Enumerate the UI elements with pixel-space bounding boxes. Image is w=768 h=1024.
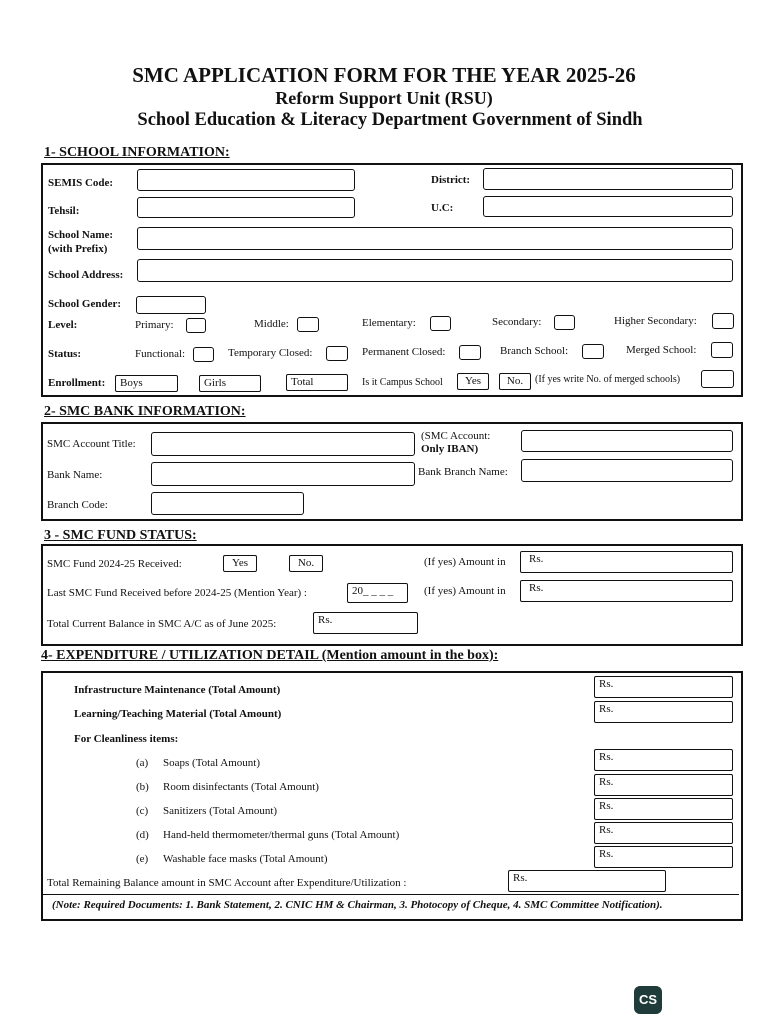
year-placeholder: 20_ _ _ _ [352,585,394,597]
campus-yes-label: Yes [464,375,481,387]
if-yes-amount-label-2: (If yes) Amount in [424,585,506,597]
status-branch-label: Branch School: [500,345,569,357]
last-fund-year-input[interactable] [347,583,408,603]
semis-code-label: SEMIS Code: [48,177,114,189]
rs-label: Rs. [599,776,614,788]
iban-input[interactable] [521,430,733,452]
room-disinfectants-amount-input[interactable] [594,774,733,796]
sanitizers-label: Sanitizers (Total Amount) [163,805,278,817]
boys-input[interactable] [115,375,178,392]
remaining-balance-label: Total Remaining Balance amount in SMC Account after Expenditure/Utilization : [47,877,407,889]
level-elementary-checkbox[interactable] [430,316,451,331]
tehsil-label: Tehsil: [48,205,80,217]
level-label: Level: [48,319,78,331]
uc-label: U.C: [431,202,454,214]
campus-no-label: No. [506,375,524,387]
girls-label: Girls [204,377,226,389]
rs-label: Rs. [599,678,614,690]
rs-label: Rs. [599,703,614,715]
with-prefix-label: (with Prefix) [48,243,108,255]
branch-code-label: Branch Code: [47,499,108,511]
status-functional-label: Functional: [135,348,186,360]
level-middle-checkbox[interactable] [297,317,319,332]
form-title: SMC APPLICATION FORM FOR THE YEAR 2025-26 [132,63,636,87]
merged-schools-note: (If yes write No. of merged schools) [535,374,681,385]
district-input[interactable] [483,168,733,190]
thermometer-amount-input[interactable] [594,822,733,844]
face-masks-amount-input[interactable] [594,846,733,868]
only-iban-label: Only IBAN) [421,443,479,455]
if-yes-amount-label-1: (If yes) Amount in [424,556,506,568]
section-4-heading: 4- EXPENDITURE / UTILIZATION DETAIL (Mention amount in the box): [41,648,499,663]
fund-no-label: No. [297,557,315,569]
school-name-input[interactable] [137,227,733,250]
rs-label: Rs. [513,872,528,884]
item-letter: (d) [136,829,149,841]
item-letter: (c) [136,805,149,817]
district-label: District: [431,174,471,186]
girls-input[interactable] [199,375,261,392]
section-2-heading: 2- SMC BANK INFORMATION: [44,404,246,419]
account-title-input[interactable] [151,432,415,456]
level-higher-secondary-checkbox[interactable] [712,313,734,329]
status-temp-closed-checkbox[interactable] [326,346,348,361]
campus-school-question: Is it Campus School [362,377,443,388]
school-address-label: School Address: [48,269,124,281]
item-letter: (a) [136,757,149,769]
school-gender-input[interactable] [136,296,206,314]
room-disinfectants-label: Room disinfectants (Total Amount) [163,781,319,793]
soaps-amount-input[interactable] [594,749,733,771]
form-subtitle: Reform Support Unit (RSU) [275,88,493,108]
fund-amount-input-2[interactable] [520,580,733,602]
fund-received-label: SMC Fund 2024-25 Received: [47,558,182,570]
merged-schools-count-input[interactable] [701,370,734,388]
level-higher-secondary-label: Higher Secondary: [614,315,697,327]
level-elementary-label: Elementary: [362,317,416,329]
boys-label: Boys [120,377,143,389]
school-name-label: School Name: [48,229,114,241]
status-branch-checkbox[interactable] [582,344,604,359]
status-merged-label: Merged School: [626,344,697,356]
camscanner-logo: CS [634,986,662,1014]
infrastructure-amount-input[interactable] [594,676,733,698]
status-perm-closed-checkbox[interactable] [459,345,481,360]
sanitizers-amount-input[interactable] [594,798,733,820]
section-3-heading: 3 - SMC FUND STATUS: [44,528,197,543]
learning-material-amount-input[interactable] [594,701,733,723]
status-merged-checkbox[interactable] [711,342,733,358]
required-documents-note: (Note: Required Documents: 1. Bank Statement, 2. CNIC HM & Chairman, 3. Photocopy of Cheque, 4. SMC Committee Notification). [52,899,663,911]
tehsil-input[interactable] [137,197,355,218]
rs-label: Rs. [529,582,544,594]
total-input[interactable] [286,374,348,391]
rs-label: Rs. [599,824,614,836]
level-secondary-label: Secondary: [492,316,542,328]
rs-label: Rs. [318,614,333,626]
enrollment-label: Enrollment: [48,377,106,389]
level-primary-checkbox[interactable] [186,318,206,333]
item-letter: (e) [136,853,149,865]
item-letter: (b) [136,781,149,793]
department-name: School Education & Literacy Department Government of Sindh [137,110,643,130]
rs-label: Rs. [599,751,614,763]
status-perm-closed-label: Permanent Closed: [362,346,446,358]
fund-received-yes[interactable] [223,555,257,572]
status-label: Status: [48,348,82,360]
branch-name-label: Bank Branch Name: [418,466,508,478]
level-primary-label: Primary: [135,319,174,331]
status-temp-closed-label: Temporary Closed: [228,347,313,359]
learning-material-label: Learning/Teaching Material (Total Amount) [74,708,282,720]
school-address-input[interactable] [137,259,733,282]
remaining-balance-input[interactable] [508,870,666,892]
last-fund-label: Last SMC Fund Received before 2024-25 (Mention Year) : [47,587,307,599]
campus-no-checkbox[interactable] [499,373,531,390]
campus-yes-checkbox[interactable] [457,373,489,390]
face-masks-label: Washable face masks (Total Amount) [163,853,328,865]
account-title-label: SMC Account Title: [47,438,136,450]
current-balance-label: Total Current Balance in SMC A/C as of June 2025: [47,618,277,630]
cleanliness-label: For Cleanliness items: [74,733,179,745]
level-middle-label: Middle: [254,318,289,330]
total-label: Total [291,376,314,388]
section-1-heading: 1- SCHOOL INFORMATION: [44,145,230,160]
thermometer-label: Hand-held thermometer/thermal guns (Total Amount) [163,829,400,841]
bank-name-label: Bank Name: [47,469,103,481]
fund-yes-label: Yes [231,557,248,569]
rs-label: Rs. [599,848,614,860]
infrastructure-label: Infrastructure Maintenance (Total Amount) [74,684,281,696]
uc-input[interactable] [483,196,733,217]
soaps-label: Soaps (Total Amount) [163,757,261,769]
rs-label: Rs. [529,553,544,565]
branch-name-input[interactable] [521,459,733,482]
current-balance-input[interactable] [313,612,418,634]
smc-account-label: (SMC Account: [421,430,491,442]
school-gender-label: School Gender: [48,298,122,310]
status-functional-checkbox[interactable] [193,347,214,362]
branch-code-input[interactable] [151,492,304,515]
fund-received-no[interactable] [289,555,323,572]
fund-amount-input-1[interactable] [520,551,733,573]
bank-name-input[interactable] [151,462,415,486]
rs-label: Rs. [599,800,614,812]
semis-code-input[interactable] [137,169,355,191]
level-secondary-checkbox[interactable] [554,315,575,330]
note-divider [41,894,739,895]
